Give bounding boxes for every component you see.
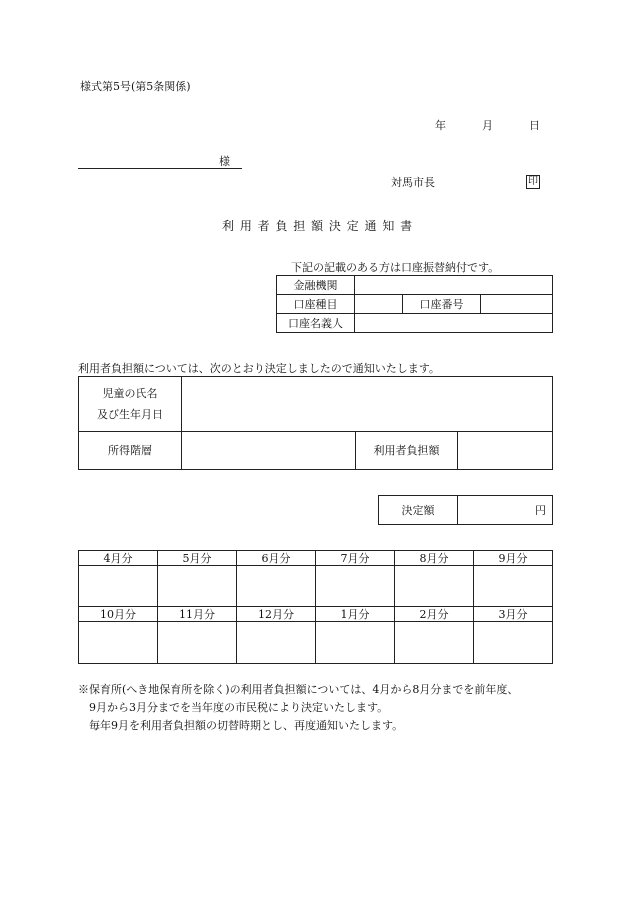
month-header: 1月分 — [316, 607, 395, 622]
account-number-label: 口座番号 — [403, 295, 481, 314]
recipient-name-line — [78, 168, 242, 169]
issuer-name: 対馬市長 — [391, 176, 435, 189]
income-bracket-label: 所得階層 — [79, 432, 182, 470]
month-amount-cell[interactable] — [237, 622, 316, 664]
bank-institution-value[interactable] — [355, 276, 553, 295]
decision-amount-table — [378, 495, 553, 525]
date-day-label: 日 — [529, 119, 540, 132]
month-amount-cell[interactable] — [158, 566, 237, 607]
account-type-value[interactable] — [355, 295, 403, 314]
month-header: 9月分 — [474, 551, 553, 566]
recipient-suffix: 様 — [219, 155, 230, 168]
month-amount-cell[interactable] — [79, 622, 158, 664]
account-number-value[interactable] — [481, 295, 553, 314]
month-amount-cell[interactable] — [474, 622, 553, 664]
month-header: 2月分 — [395, 607, 474, 622]
bank-account-table — [276, 275, 553, 333]
month-amount-cell[interactable] — [158, 622, 237, 664]
bank-transfer-note: 下記の記載のある方は口座振替納付です。 — [291, 261, 500, 274]
notice-intro: 利用者負担額については、次のとおり決定しましたので通知いたします。 — [78, 362, 440, 375]
decision-amount-label: 決定額 — [379, 496, 458, 525]
note-line-3: 毎年9月を利用者負担額の切替時期とし、再度通知いたします。 — [89, 719, 404, 732]
month-amount-cell[interactable] — [237, 566, 316, 607]
month-amount-cell[interactable] — [395, 566, 474, 607]
user-burden-value[interactable] — [458, 432, 553, 470]
month-header: 4月分 — [79, 551, 158, 566]
month-header: 11月分 — [158, 607, 237, 622]
month-header: 6月分 — [237, 551, 316, 566]
month-header: 12月分 — [237, 607, 316, 622]
form-number: 様式第5号(第5条関係) — [80, 80, 191, 93]
month-header: 3月分 — [474, 607, 553, 622]
account-type-label: 口座種目 — [277, 295, 355, 314]
child-name-label — [79, 377, 182, 432]
month-amount-cell[interactable] — [79, 566, 158, 607]
child-info-table — [78, 376, 553, 470]
date-month-label: 月 — [482, 119, 493, 132]
month-amount-cell[interactable] — [395, 622, 474, 664]
month-header: 10月分 — [79, 607, 158, 622]
child-name-label-2: 及び生年月日 — [97, 408, 163, 421]
monthly-amount-table — [78, 550, 553, 664]
yen-unit: 円 — [535, 503, 546, 517]
note-line-1: ※保育所(へき地保育所を除く)の利用者負担額については、4月から8月分までを前年度、 — [78, 683, 519, 696]
month-amount-cell[interactable] — [316, 622, 395, 664]
income-bracket-value[interactable] — [182, 432, 356, 470]
document-title: 利 用 者 負 担 額 決 定 通 知 書 — [222, 219, 414, 233]
month-header: 7月分 — [316, 551, 395, 566]
month-amount-cell[interactable] — [474, 566, 553, 607]
date-year-label: 年 — [435, 119, 446, 132]
month-amount-cell[interactable] — [316, 566, 395, 607]
user-burden-label: 利用者負担額 — [356, 432, 458, 470]
month-header: 8月分 — [395, 551, 474, 566]
account-holder-value[interactable] — [355, 314, 553, 333]
account-holder-label: 口座名義人 — [277, 314, 355, 333]
decision-amount-value[interactable] — [458, 496, 553, 525]
note-line-2: 9月から3月分までを当年度の市民税により決定いたします。 — [89, 701, 389, 714]
child-name-value[interactable] — [182, 377, 553, 432]
seal-stamp: 印 — [528, 176, 538, 187]
child-name-label-1: 児童の氏名 — [102, 387, 158, 400]
month-header: 5月分 — [158, 551, 237, 566]
bank-institution-label: 金融機関 — [277, 276, 355, 295]
